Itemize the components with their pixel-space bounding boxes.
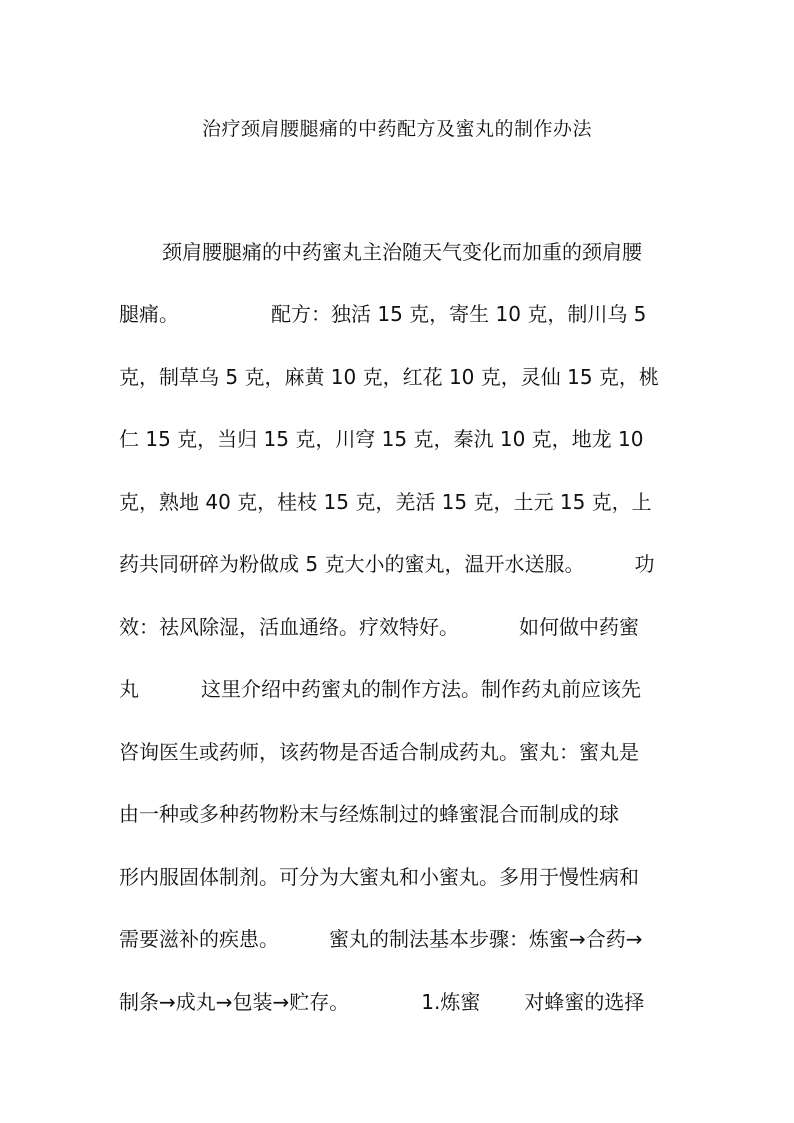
paragraph-line-12 [119, 925, 679, 953]
paragraph-line-8 [119, 675, 679, 703]
document-title: 治疗颈肩腰腿痛的中药配方及蜜丸的制作办法 [201, 118, 592, 140]
text-segment: 需要滋补的疾患。 [119, 927, 279, 951]
text-segment: 蜜丸的制法基本步骤：炼蜜→合药→ [329, 927, 643, 951]
paragraph-line-7 [119, 613, 679, 641]
text-segment: 丸 [119, 677, 139, 701]
paragraph-line-3 [119, 363, 679, 391]
text-segment: 制条→成丸→包装→贮存。 [119, 990, 350, 1014]
paragraph-line-11 [119, 863, 679, 891]
text-segment: 配方：独活 15 克，寄生 10 克，制川乌 5 [271, 302, 647, 326]
paragraph-line-6 [119, 550, 679, 578]
text-segment: 克，制草乌 5 克，麻黄 10 克，红花 10 克，灵仙 15 克，桃 [119, 365, 659, 389]
text-segment: 腿痛。 [119, 302, 179, 326]
text-segment: 功 [634, 552, 655, 576]
text-segment: 由一种或多种药物粉末与经炼制过的蜂蜜混合而制成的球 [119, 802, 619, 826]
paragraph-line-2 [119, 300, 679, 328]
paragraph-line-10 [119, 800, 679, 828]
text-segment: 颈肩腰腿痛的中药蜜丸主治随天气变化而加重的颈肩腰 [162, 240, 642, 264]
text-segment: 克，熟地 40 克，桂枝 15 克，羌活 15 克，土元 15 克，上 [119, 490, 652, 514]
paragraph-line-4 [119, 425, 679, 453]
paragraph-line-5 [119, 488, 679, 516]
paragraph-line-13 [119, 988, 679, 1016]
text-segment: 咨询医生或药师，该药物是否适合制成药丸。蜜丸：蜜丸是 [119, 740, 639, 764]
text-segment: 这里介绍中药蜜丸的制作方法。制作药丸前应该先 [201, 677, 641, 701]
text-segment: 对蜂蜜的选择 [524, 990, 645, 1014]
text-segment: 效：祛风除湿，活血通络。疗效特好。 [119, 615, 459, 639]
text-segment: 如何做中药蜜 [519, 615, 639, 639]
paragraph-line-9 [119, 738, 679, 766]
text-segment: 形内服固体制剂。可分为大蜜丸和小蜜丸。多用于慢性病和 [119, 865, 639, 889]
paragraph-line-1 [119, 238, 679, 266]
text-segment: 药共同研碎为粉做成 5 克大小的蜜丸，温开水送服。 [119, 552, 585, 576]
text-segment: 1.炼蜜 [421, 990, 481, 1014]
text-segment: 仁 15 克，当归 15 克，川穹 15 克，秦氿 10 克，地龙 10 [119, 427, 644, 451]
